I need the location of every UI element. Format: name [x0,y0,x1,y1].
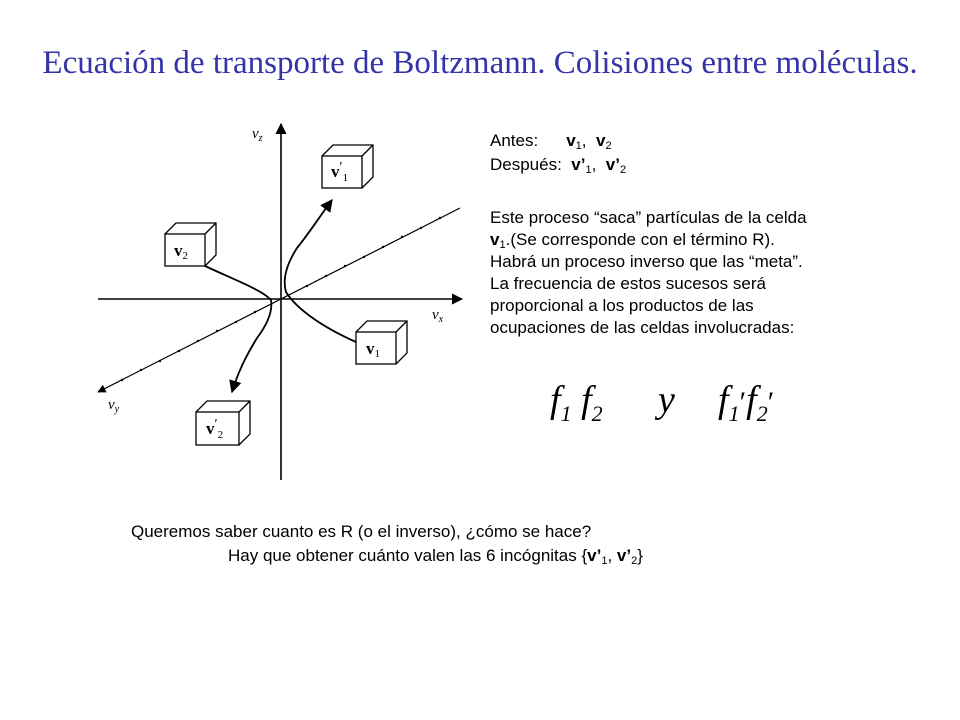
vz-axis-label: $v_z$ [252,126,263,144]
box-v2-label: v2 [174,241,188,262]
despues-sep: , [591,155,597,174]
formula-conjunction: y [658,379,675,421]
vx-axis-label: $v_x$ [432,307,444,325]
antes-label: Antes: [490,131,539,150]
explanation-line-3: Habrá un proceso inverso que las “meta”. [490,252,803,271]
bottom-answer: Hay que obtener cuánto valen las 6 incógnitas {$v’_1$, $v’_2$} [228,546,643,567]
despues-label: Después: [490,155,562,174]
vy-axis [98,208,460,392]
antes-line [490,130,612,152]
explanation-line-2 [490,229,807,251]
explanation-v1: v [490,230,500,249]
box-v1-prime-label: $v'_1$ [331,160,349,184]
antes-v2-sub: 2 [605,140,612,152]
vy-axis-label: $v_y$ [108,397,120,415]
box-v1 [356,321,407,364]
antes-v1: v [566,131,576,150]
v1-trajectory [285,200,356,342]
box-v2-prime-label: $v'_2$ [206,417,224,441]
slide-title: Ecuación de transporte de Boltzmann. Colisiones entre moléculas. [42,45,918,81]
despues-v1: v’ [571,155,586,174]
antes-v2: v [595,131,606,150]
despues-v2-sub: 2 [619,164,627,176]
formula-f1pf2p: $f_1'f_2'$ [718,379,775,426]
explanation-line-4: La frecuencia de estos sucesos será [490,274,766,293]
box-v2-prime [196,401,250,445]
explanation-line-6: ocupaciones de las celdas involucradas: [490,318,795,337]
explanation-v1-sub: 1 [499,239,506,251]
explanation-paragraph [490,207,807,339]
antes-sep: , [581,131,587,150]
box-v2 [165,223,216,266]
despues-v2: v’ [605,155,620,174]
explanation-line-1: Este proceso “saca” partículas de la celda [490,208,807,227]
formula-f1f2: $f_1$ $f_2$ [550,379,603,426]
bottom-question: Queremos saber cuanto es R (o el inverso), ¿cómo se hace? [131,522,592,541]
box-v1-prime [322,145,373,188]
v2-trajectory [205,266,271,392]
box-v1-label: v1 [366,339,380,360]
explanation-line-5: proporcional a los productos de las [490,296,754,315]
explanation-line-2-rest: .(Se corresponde con el término R). [505,230,775,249]
antes-v1-sub: 1 [575,140,582,152]
despues-v1-sub: 1 [585,164,592,176]
despues-line [490,154,626,176]
